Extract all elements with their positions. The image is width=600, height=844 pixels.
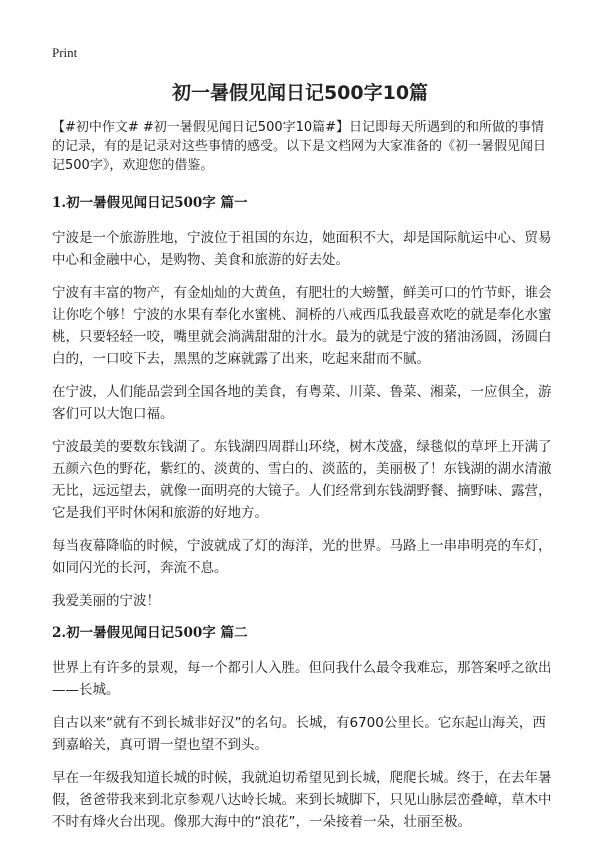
section-1-paragraph: 我爱美丽的宁波！: [52, 593, 160, 609]
section-2-paragraph: 世界上有许多的景观，每一个都引人入胜。但问我什么最令我难忘，那答案呼之欲出——长城。: [52, 660, 552, 698]
section-1-paragraph: 宁波有丰富的物产，有金灿灿的大黄鱼，有肥壮的大螃蟹，鲜美可口的竹节虾，谁会让你吃个够！宁波的水果有奉化水蜜桃、洞桥的八戒西瓜我最喜欢吃的就是奉化水蜜桃，只要轻轻一咬，嘴里就会淌满甜甜的汁水。最为的就是宁波的猪油汤圆，汤圆白白的，一口咬下去，黑黑的芝麻就露了出来，吃起来甜而不腻。: [52, 285, 552, 367]
section-1-paragraph: 每当夜幕降临的时候，宁波就成了灯的海洋，光的世界。马路上一串串明亮的车灯，如同闪光的长河，奔流不息。: [52, 538, 552, 576]
print-link[interactable]: Print: [52, 45, 78, 60]
article-body: [52, 118, 552, 844]
section-1-paragraph: 宁波是一个旅游胜地，宁波位于祖国的东边，她面积不大，却是国际航运中心、贸易中心和金融中心，是购物、美食和旅游的好去处。: [52, 230, 552, 268]
section-2-paragraph: 自古以来“就有不到长城非好汉”的名句。长城，有6700公里长。它东起山海关，西到嘉峪关，真可谓一望也望不到头。: [52, 715, 546, 753]
section-2-paragraph: 早在一年级我知道长城的时候，我就迫切希望见到长城，爬爬长城。终于，在去年暑假，爸爸带我来到北京参观八达岭长城。来到长城脚下，只见山脉层峦叠嶂，草木中不时有烽火台出现。像那大海中的“浪花”，一朵接着一朵，壮丽至极。: [52, 770, 552, 830]
section-2-heading: 2.初一暑假见闻日记500字 篇二: [52, 625, 248, 641]
section-1-paragraph: 在宁波，人们能品尝到全国各地的美食，有粤菜、川菜、鲁菜、湘菜，一应俱全，游客们可以大饱口福。: [52, 384, 552, 422]
section-1-heading: 1.初一暑假见闻日记500字 篇一: [52, 195, 248, 211]
page-title: 初一暑假见闻日记500字10篇: [171, 82, 429, 104]
section-1: [52, 193, 552, 612]
intro-paragraph: 【#初中作文# #初一暑假见闻日记500字10篇#】日记即每天所遇到的和所做的事情的记录，有的是记录对这些事情的感受。以下是文档网为大家准备的《初一暑假见闻日记500字》，欢迎您的借鉴。: [52, 120, 547, 173]
section-1-paragraph: 宁波最美的要数东钱湖了。东钱湖四周群山环绕，树木茂盛，绿毯似的草坪上开满了五颜六色的野花，紫红的、淡黄的、雪白的、淡蓝的，美丽极了！东钱湖的湖水清澈无比，远远望去，就像一面明亮的大镜子。人们经常到东钱湖野餐、摘野味、露营，它是我们平时休闲和旅游的好地方。: [52, 439, 552, 521]
section-2: [52, 623, 552, 833]
